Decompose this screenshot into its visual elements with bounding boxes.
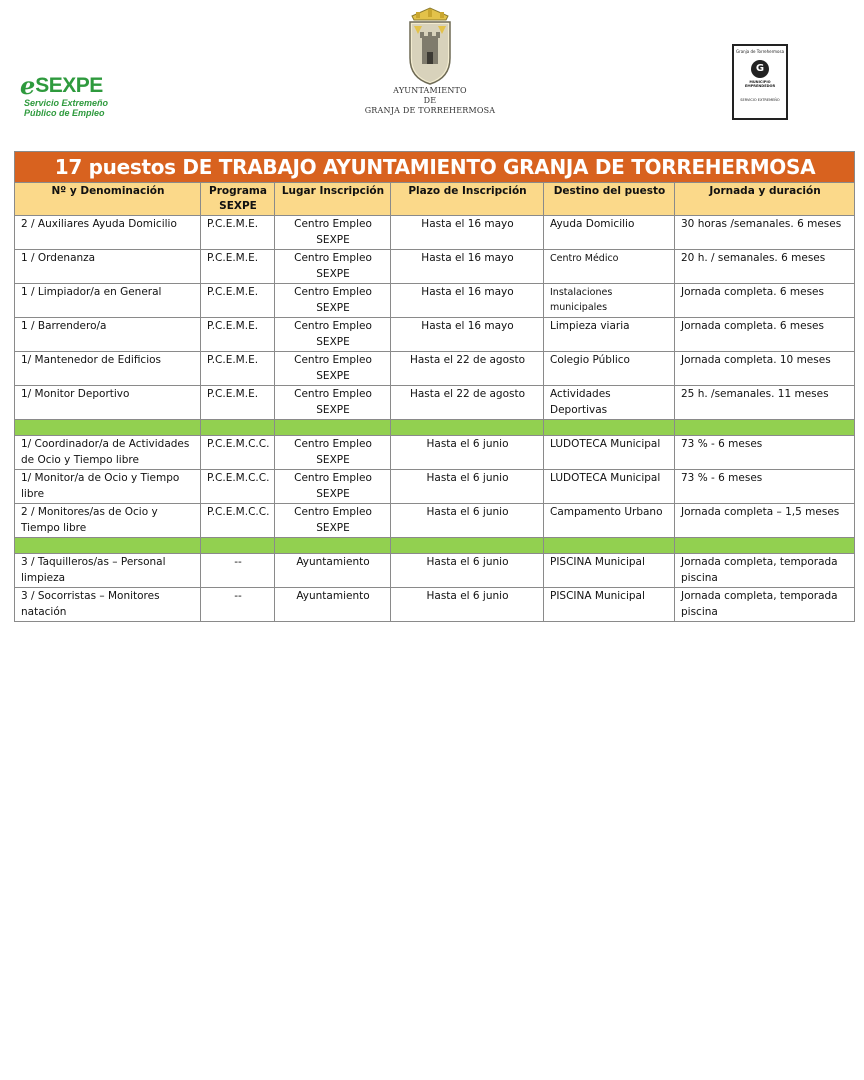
job-hours: 73 % - 6 meses (675, 470, 855, 504)
sexpe-line-2: Público de Empleo (24, 108, 105, 118)
table-title-row (15, 152, 855, 183)
job-destination: Campamento Urbano (544, 504, 675, 538)
column-header: Programa SEXPE (201, 183, 275, 216)
job-destination: Actividades Deportivas (544, 386, 675, 420)
job-deadline: Hasta el 16 mayo (391, 216, 544, 250)
sexpe-e-icon: ℯ (20, 72, 36, 100)
table-row (15, 504, 855, 538)
job-deadline: Hasta el 6 junio (391, 470, 544, 504)
table-row (15, 470, 855, 504)
jobs-table (14, 151, 855, 622)
job-program: P.C.E.M.E. (201, 284, 275, 318)
table-row (15, 250, 855, 284)
job-destination: LUDOTECA Municipal (544, 436, 675, 470)
municipio-emprendedor-badge (732, 44, 788, 120)
job-deadline: Hasta el 16 mayo (391, 250, 544, 284)
municipal-crest (360, 6, 500, 116)
document-header (0, 0, 864, 150)
job-name: 2 / Auxiliares Ayuda Domicilio (15, 216, 201, 250)
job-program: P.C.E.M.E. (201, 216, 275, 250)
job-destination: Colegio Público (544, 352, 675, 386)
job-place: Centro Empleo SEXPE (275, 216, 391, 250)
job-destination: Limpieza viaria (544, 318, 675, 352)
coat-of-arms-icon (398, 6, 462, 86)
job-deadline: Hasta el 22 de agosto (391, 386, 544, 420)
job-program: P.C.E.M.C.C. (201, 504, 275, 538)
job-hours: Jornada completa – 1,5 meses (675, 504, 855, 538)
table-row (15, 352, 855, 386)
job-name: 1/ Mantenedor de Edificios (15, 352, 201, 386)
job-program: P.C.E.M.C.C. (201, 436, 275, 470)
badge-top-text: Granja de Torrehermosa (735, 49, 785, 54)
badge-mid-1: MUNICIPIO (749, 80, 771, 84)
badge-mid-2: EMPRENDEDOR (744, 84, 776, 88)
job-program: -- (201, 554, 275, 588)
job-place: Ayuntamiento (275, 554, 391, 588)
table-row (15, 284, 855, 318)
job-place: Centro Empleo SEXPE (275, 504, 391, 538)
job-destination: Instalaciones municipales (544, 284, 675, 318)
job-name: 1 / Ordenanza (15, 250, 201, 284)
job-hours: Jornada completa, temporada piscina (675, 588, 855, 622)
column-header: Lugar Inscripción (275, 183, 391, 216)
job-name: 3 / Taquilleros/as – Personal limpieza (15, 554, 201, 588)
job-program: P.C.E.M.E. (201, 352, 275, 386)
job-destination: Ayuda Domicilio (544, 216, 675, 250)
crest-line-1: AYUNTAMIENTO (393, 86, 467, 95)
table-row (15, 318, 855, 352)
job-deadline: Hasta el 6 junio (391, 588, 544, 622)
job-hours: 30 horas /semanales. 6 meses (675, 216, 855, 250)
job-program: P.C.E.M.E. (201, 386, 275, 420)
table-row (15, 554, 855, 588)
column-header: Plazo de Inscripción (391, 183, 544, 216)
job-program: -- (201, 588, 275, 622)
job-destination: LUDOTECA Municipal (544, 470, 675, 504)
job-hours: 25 h. /semanales. 11 meses (675, 386, 855, 420)
column-header: Nº y Denominación (15, 183, 201, 216)
job-deadline: Hasta el 22 de agosto (391, 352, 544, 386)
job-hours: 20 h. / semanales. 6 meses (675, 250, 855, 284)
job-place: Centro Empleo SEXPE (275, 386, 391, 420)
job-deadline: Hasta el 6 junio (391, 554, 544, 588)
job-place: Ayuntamiento (275, 588, 391, 622)
job-destination: Centro Médico (544, 250, 675, 284)
job-name: 1/ Coordinador/a de Actividades de Ocio y Tiempo libre (15, 436, 201, 470)
job-name: 1/ Monitor/a de Ocio y Tiempo libre (15, 470, 201, 504)
job-name: 1 / Barrendero/a (15, 318, 201, 352)
column-header: Destino del puesto (544, 183, 675, 216)
job-program: P.C.E.M.E. (201, 318, 275, 352)
job-deadline: Hasta el 6 junio (391, 436, 544, 470)
job-name: 2 / Monitores/as de Ocio y Tiempo libre (15, 504, 201, 538)
job-hours: Jornada completa. 6 meses (675, 318, 855, 352)
job-deadline: Hasta el 16 mayo (391, 318, 544, 352)
job-hours: Jornada completa. 6 meses (675, 284, 855, 318)
table-header-row (15, 183, 855, 216)
job-deadline: Hasta el 6 junio (391, 504, 544, 538)
job-destination: PISCINA Municipal (544, 554, 675, 588)
group-separator (15, 420, 855, 436)
job-name: 3 / Socorristas – Monitores natación (15, 588, 201, 622)
table-row (15, 386, 855, 420)
job-place: Centro Empleo SEXPE (275, 470, 391, 504)
job-program: P.C.E.M.C.C. (201, 470, 275, 504)
job-hours: Jornada completa, temporada piscina (675, 554, 855, 588)
job-place: Centro Empleo SEXPE (275, 284, 391, 318)
job-destination: PISCINA Municipal (544, 588, 675, 622)
job-deadline: Hasta el 16 mayo (391, 284, 544, 318)
table-row (15, 216, 855, 250)
job-hours: 73 % - 6 meses (675, 436, 855, 470)
group-separator (15, 538, 855, 554)
job-name: 1/ Monitor Deportivo (15, 386, 201, 420)
badge-emblem-icon: G (751, 60, 769, 78)
crest-line-2: DE (423, 96, 437, 105)
job-place: Centro Empleo SEXPE (275, 250, 391, 284)
job-hours: Jornada completa. 10 meses (675, 352, 855, 386)
job-place: Centro Empleo SEXPE (275, 318, 391, 352)
job-name: 1 / Limpiador/a en General (15, 284, 201, 318)
table-title: 17 puestos DE TRABAJO AYUNTAMIENTO GRANJA DE TORREHERMOSA (15, 152, 855, 183)
sexpe-logo (20, 74, 130, 118)
table-row (15, 588, 855, 622)
table-row (15, 436, 855, 470)
crest-line-3: GRANJA DE TORREHERMOSA (364, 106, 496, 115)
column-header: Jornada y duración (675, 183, 855, 216)
job-place: Centro Empleo SEXPE (275, 352, 391, 386)
sexpe-line-1: Servicio Extremeño (24, 98, 109, 108)
badge-bottom-text: SERVICIO EXTREMEÑO (740, 98, 780, 102)
sexpe-brand: SEXPE (35, 74, 103, 97)
job-place: Centro Empleo SEXPE (275, 436, 391, 470)
job-program: P.C.E.M.E. (201, 250, 275, 284)
